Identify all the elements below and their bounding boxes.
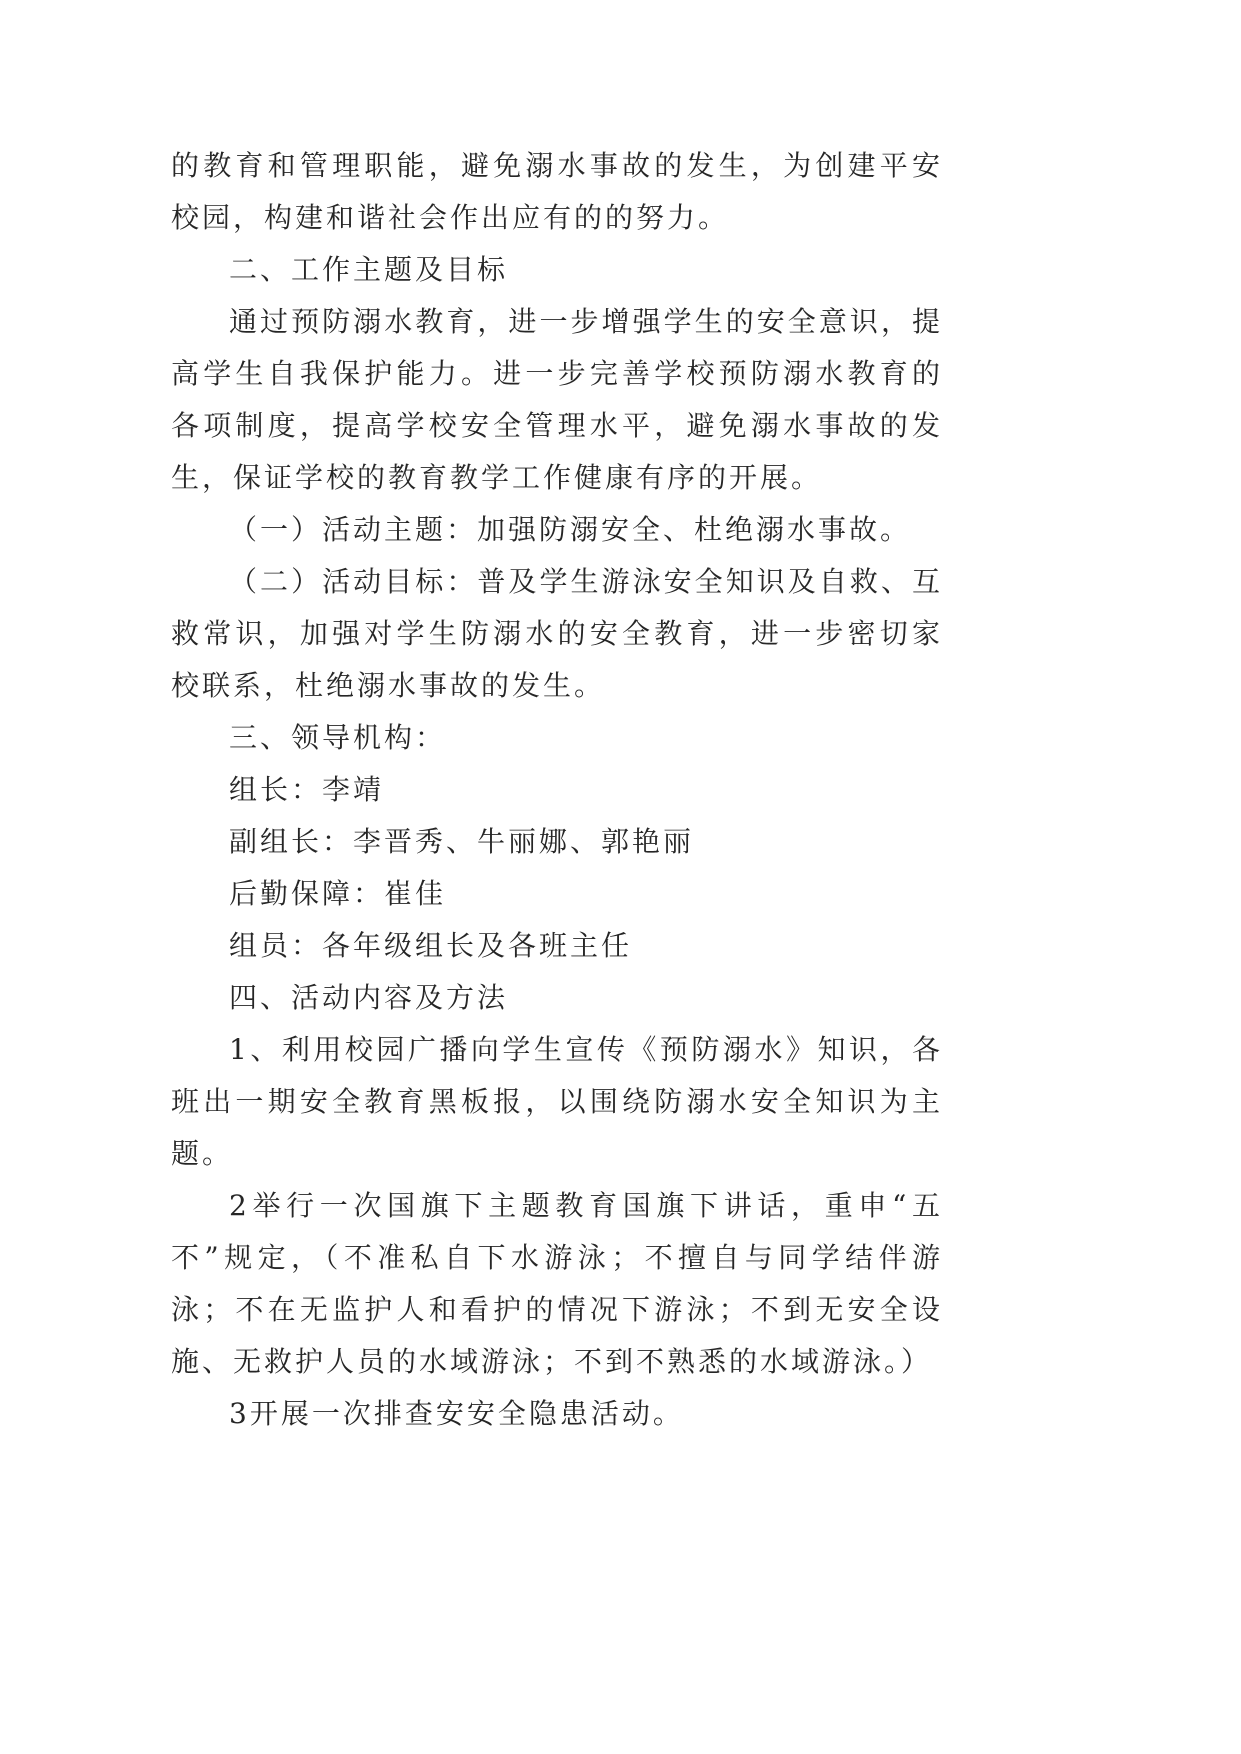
group-members: 组员：各年级组长及各班主任 (229, 929, 633, 962)
deputy-group-leaders: 副组长：李晋秀、牛丽娜、郭艳丽 (229, 825, 695, 858)
group-leader: 组长：李靖 (229, 773, 385, 806)
heading-work-theme: 二、工作主题及目标 (229, 253, 509, 286)
paragraph-goals: 通过预防溺水教育，进一步增强学生的安全意识，提高学生自我保护能力。进一步完善学校预防溺水教育的各项制度，提高学校安全管理水平，避免溺水事故的发生，保证学校的教育教学工作健康有序的开展。 (171, 305, 943, 494)
paragraph-continuation: 的教育和管理职能，避免溺水事故的发生，为创建平安校园，构建和谐社会作出应有的的努力。 (171, 149, 943, 234)
heading-leadership: 三、领导机构： (229, 721, 447, 754)
activity-item-3: 3开展一次排查安安全隐患活动。 (229, 1397, 684, 1430)
activity-item-1: 1、利用校园广播向学生宣传《预防溺水》知识，各班出一期安全教育黑板报，以围绕防溺水安全知识为主题。 (171, 1033, 943, 1170)
heading-activities: 四、活动内容及方法 (229, 981, 509, 1014)
document-page (171, 140, 943, 1440)
activity-theme: （一）活动主题：加强防溺安全、杜绝溺水事故。 (229, 513, 912, 546)
activity-item-2: 2举行一次国旗下主题教育国旗下讲话，重申“五不”规定，（不准私自下水游泳；不擅自与同学结伴游泳；不在无监护人和看护的情况下游泳；不到无安全设施、无救护人员的水域游泳；不到不熟悉的水域游泳。） (171, 1189, 943, 1378)
logistics-support: 后勤保障：崔佳 (229, 877, 447, 910)
activity-goal: （二）活动目标：普及学生游泳安全知识及自救、互救常识，加强对学生防溺水的安全教育，进一步密切家校联系，杜绝溺水事故的发生。 (171, 565, 943, 702)
